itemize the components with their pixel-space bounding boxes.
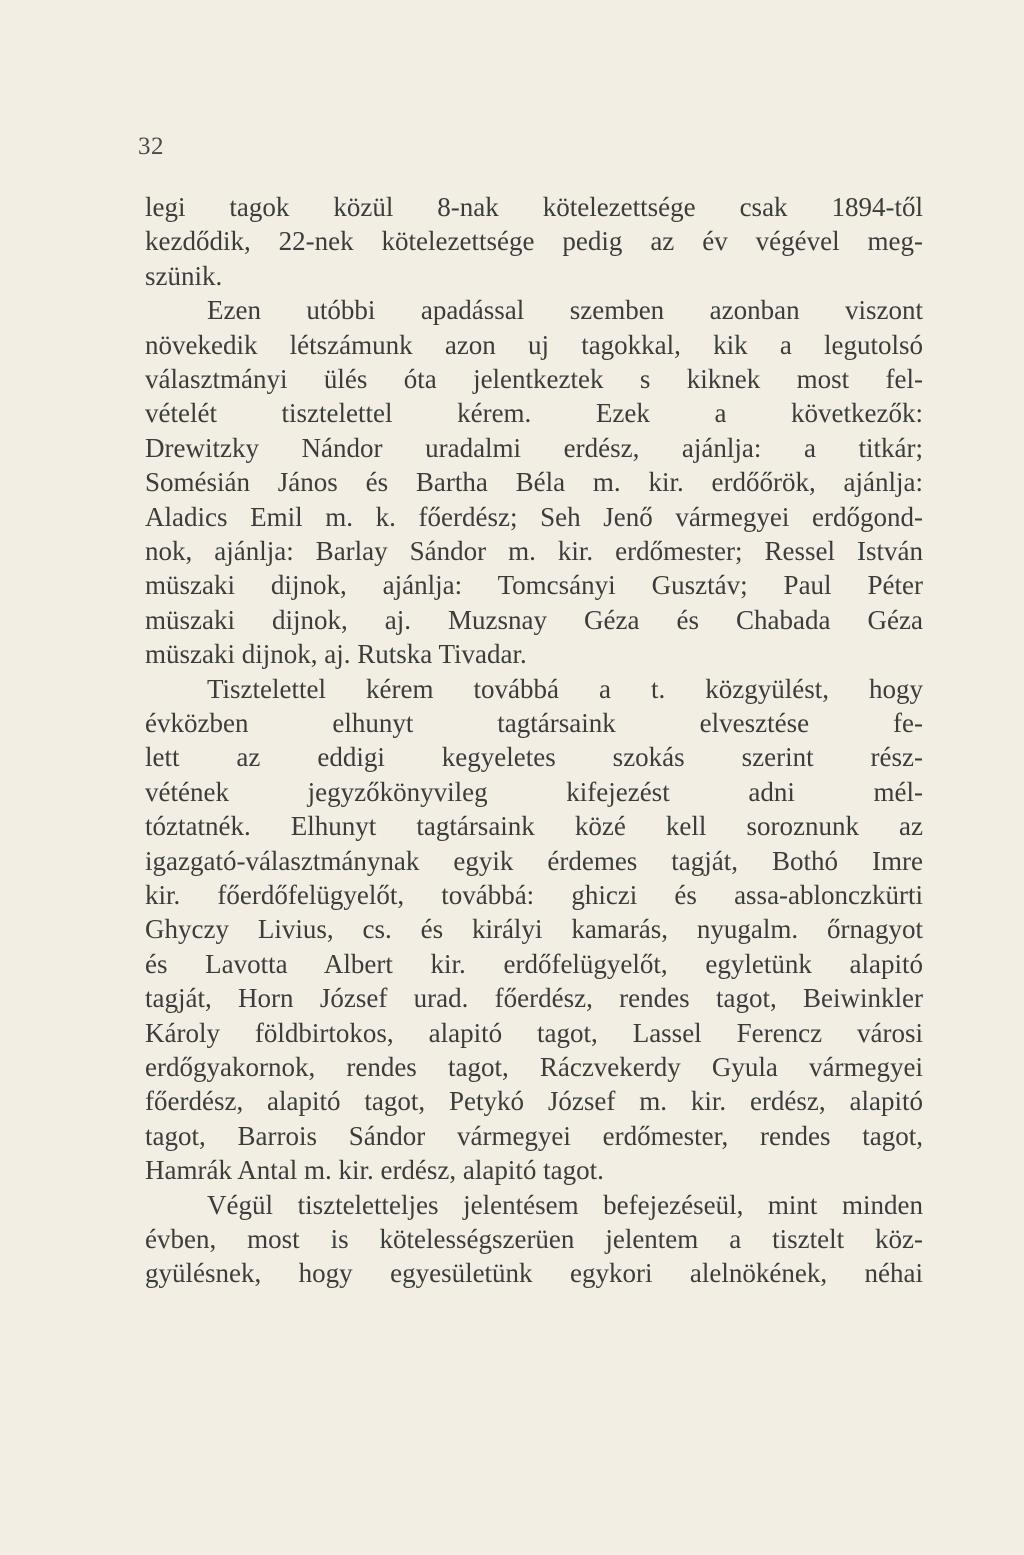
text-line: igazgató-választmánynak egyik érdemes tagját, Bothó Imre bbox=[145, 845, 923, 876]
text-line: Ezen utóbbi apadással szemben azonban viszont bbox=[207, 295, 923, 326]
text-line: választmányi ülés óta jelentkeztek s kiknek most fel- bbox=[145, 364, 923, 394]
text-line: nok, ajánlja: Barlay Sándor m. kir. erdőmester; Ressel István bbox=[145, 536, 923, 566]
text-line: müszaki dijnok, aj. Muzsnay Géza és Chabada Géza bbox=[145, 604, 923, 635]
text-line: Aladics Emil m. k. főerdész; Seh Jenő vármegyei erdőgond- bbox=[145, 501, 923, 532]
text-line: növekedik létszámunk azon uj tagokkal, kik a legutolsó bbox=[145, 329, 923, 360]
text-line: lett az eddigi kegyeletes szokás szerint rész- bbox=[145, 742, 923, 773]
text-line: legi tagok közül 8-nak kötelezettsége csak 1894-től bbox=[145, 192, 923, 222]
text-line: Drewitzky Nándor uradalmi erdész, ajánlja: a titkár; bbox=[145, 432, 923, 463]
text-line: tóztatnék. Elhunyt tagtársaink közé kell soroznunk az bbox=[145, 811, 923, 842]
text-line: évközben elhunyt tagtársaink elvesztése fe- bbox=[145, 708, 923, 738]
text-line: szünik. bbox=[145, 260, 223, 291]
text-line: vétének jegyzőkönyvileg kifejezést adni mél- bbox=[145, 776, 923, 807]
text-line: Károly földbirtokos, alapitó tagot, Lassel Ferencz városi bbox=[145, 1017, 923, 1048]
text-line: kezdődik, 22-nek kötelezettsége pedig az év végével meg- bbox=[145, 226, 923, 257]
text-line: müszaki dijnok, ajánlja: Tomcsányi Gusztáv; Paul Péter bbox=[145, 570, 923, 601]
text-line: Somésián János és Bartha Béla m. kir. erdőőrök, ajánlja: bbox=[145, 467, 923, 498]
text-line: kir. főerdőfelügyelőt, továbbá: ghiczi és assa-ablonczkürti bbox=[145, 880, 923, 910]
text-line: Tisztelettel kérem továbbá a t. közgyülést, hogy bbox=[207, 673, 923, 704]
text-line: erdőgyakornok, rendes tagot, Ráczvekerdy Gyula vármegyei bbox=[145, 1052, 923, 1082]
text-line: Végül tiszteletteljes jelentésem befejezéseül, mint minden bbox=[207, 1189, 923, 1220]
text-line: vételét tisztelettel kérem. Ezek a következők: bbox=[145, 398, 923, 429]
text-line: Ghyczy Livius, cs. és királyi kamarás, nyugalm. őrnagyot bbox=[145, 914, 923, 945]
page-number: 32 bbox=[138, 133, 164, 160]
text-line: müszaki dijnok, aj. Rutska Tivadar. bbox=[145, 639, 527, 670]
text-line: Hamrák Antal m. kir. erdész, alapitó tagot. bbox=[145, 1155, 604, 1186]
text-line: tagot, Barrois Sándor vármegyei erdőmester, rendes tagot, bbox=[145, 1120, 923, 1151]
text-line: tagját, Horn József urad. főerdész, rendes tagot, Beiwinkler bbox=[145, 983, 923, 1014]
text-line: gyülésnek, hogy egyesületünk egykori alelnökének, néhai bbox=[145, 1258, 923, 1289]
text-line: és Lavotta Albert kir. erdőfelügyelőt, egyletünk alapitó bbox=[145, 948, 923, 979]
text-line: főerdész, alapitó tagot, Petykó József m. kir. erdész, alapitó bbox=[145, 1086, 923, 1117]
text-line: évben, most is kötelességszerüen jelentem a tisztelt köz- bbox=[145, 1224, 923, 1254]
